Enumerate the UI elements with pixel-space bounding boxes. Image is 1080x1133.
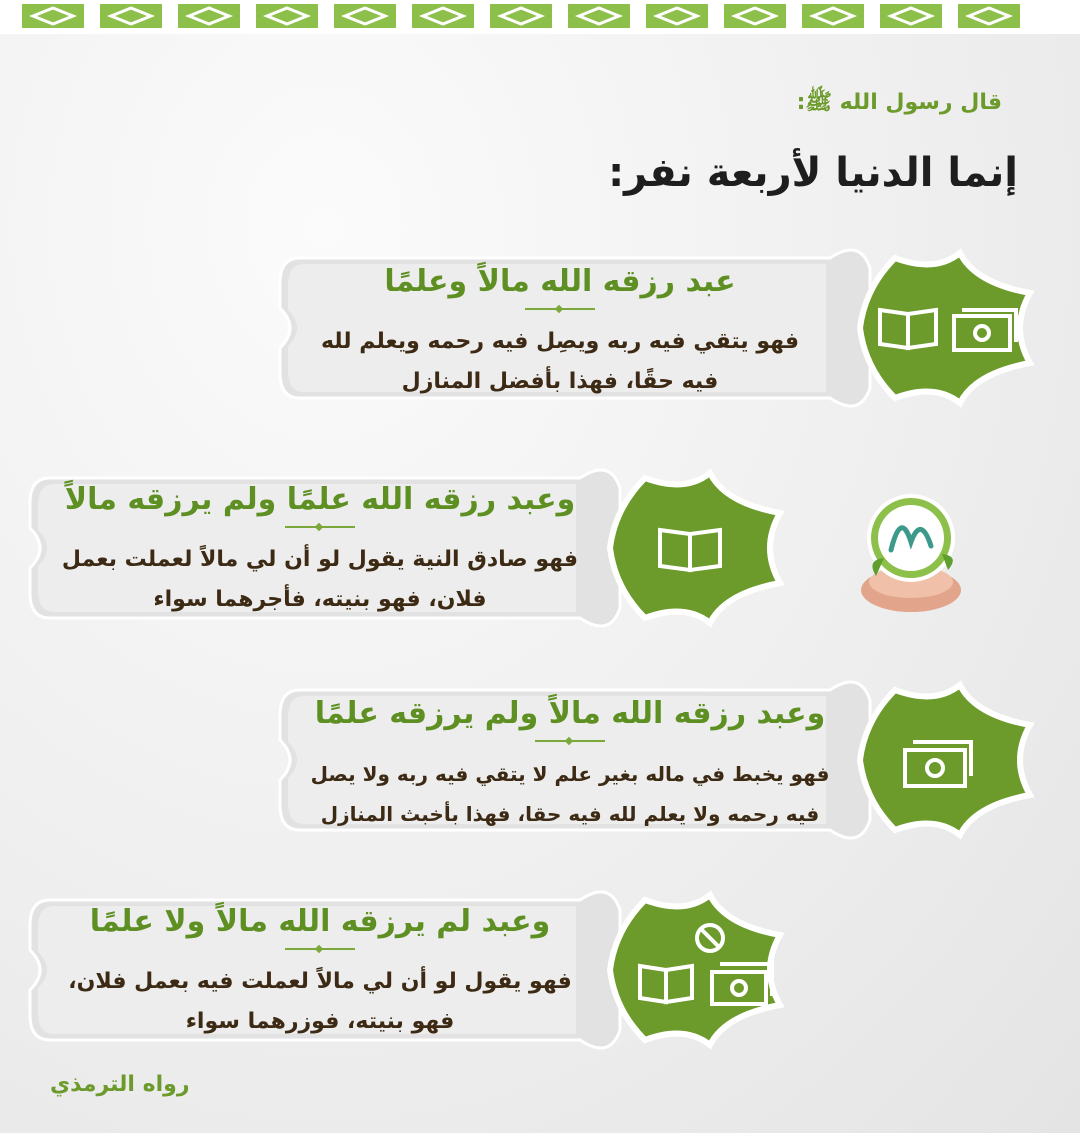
card-2-body-line2: فلان، فهو بنيته، فأجرهما سواء bbox=[153, 587, 487, 612]
card-3-heading: وعبد رزقه الله مالاً ولم يرزقه علمًا bbox=[314, 696, 826, 731]
money-icon bbox=[712, 964, 772, 1004]
book-icon bbox=[880, 310, 936, 348]
card-1 bbox=[270, 238, 1050, 408]
book-icon bbox=[640, 966, 692, 1002]
prohibited-icon bbox=[697, 925, 723, 951]
card-3-divider bbox=[535, 738, 605, 744]
card-4 bbox=[20, 880, 800, 1050]
card-4-icons bbox=[632, 916, 792, 1016]
page-title: إنما الدنيا لأربعة نفر: bbox=[608, 150, 1018, 196]
card-1-body-line2: فيه حقًا، فهذا بأفضل المنازل bbox=[401, 369, 719, 394]
book-icon bbox=[660, 530, 720, 570]
card-3-body-line2: فيه رحمه ولا يعلم لله فيه حقا، فهذا بأخبث المنازل bbox=[320, 802, 820, 826]
card-1-divider bbox=[525, 306, 595, 312]
card-2-divider bbox=[285, 524, 355, 530]
card-1-heading: عبد رزقه الله مالاً وعلمًا bbox=[384, 264, 736, 299]
card-2-body-line1: فهو صادق النية يقول لو أن لي مالاً لعملت بعمل bbox=[61, 547, 579, 572]
card-3-icons bbox=[895, 732, 985, 792]
hadith-source: رواه الترمذي bbox=[50, 1072, 190, 1097]
card-1-icons bbox=[870, 300, 1040, 360]
card-3 bbox=[270, 670, 1050, 840]
card-4-body-line2: فهو بنيته، فوزرهما سواء bbox=[185, 1009, 455, 1034]
card-2-heading: وعبد رزقه الله علمًا ولم يرزقه مالاً bbox=[64, 482, 576, 517]
money-icon bbox=[905, 742, 971, 786]
brand-logo bbox=[856, 480, 966, 620]
hadith-intro: قال رسول الله ﷺ: bbox=[796, 90, 1002, 115]
card-4-body-line1: فهو يقول لو أن لي مالاً لعملت فيه بعمل فلان، bbox=[68, 969, 572, 994]
card-4-heading: وعبد لم يرزقه الله مالاً ولا علمًا bbox=[89, 904, 551, 939]
decorative-top-border bbox=[0, 0, 1080, 34]
card-2 bbox=[20, 458, 800, 628]
card-1-body-line1: فهو يتقي فيه ربه ويصِل فيه رحمه ويعلم لله bbox=[320, 329, 800, 354]
card-2-icons bbox=[650, 520, 740, 580]
card-3-body-line1: فهو يخبط في ماله بغير علم لا يتقي فيه ربه ولا يصل bbox=[310, 762, 830, 786]
money-icon bbox=[954, 310, 1016, 350]
card-4-divider bbox=[285, 946, 355, 952]
